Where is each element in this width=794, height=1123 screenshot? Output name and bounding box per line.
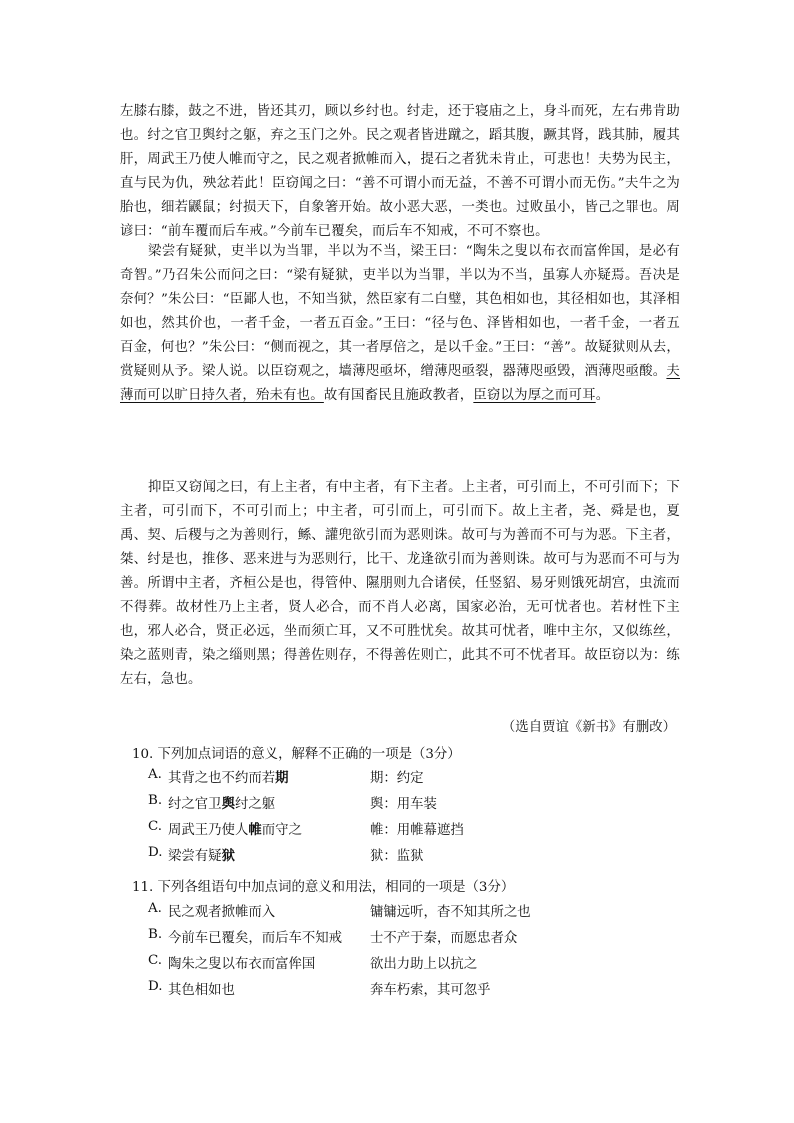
passage-paragraph-3: 抑臣又窃闻之曰，有上主者，有中主者，有下主者。上主者，可引而上，不可引而下；下主者，可引而下，不可引而上；中主者，可引而上，可引而下。故上主者，尧、舜是也，夏禹、契、后稷与之为善则行，鲧、讙兜欲引而为恶则诛。故可与为善而不可与为恶。下主者，桀、纣是也，推侈、恶来进与为恶则行，比干、龙逢欲引而为善则诛。故可与为恶而不可与为善。所谓中主者，齐桓公是也，得管仲、隰朋则九合诸侯，任竖貂、易牙则饿死胡宫，虫流而不得葬。故材性乃上主者，贤人必合，而不肖人必离，国家必治，无可忧者也。若材性下主也，邪人必合，贤正必远，坐而须亡耳，又不可胜忧矣。故其可忧者，唯中主尔，又似练丝，染之蓝则青，染之缁则黑；得善佐则存，不得善佐则亡，此其不可不忧者耳。故臣窃以为：练左右，急也。 <box>120 480 680 687</box>
option-text: 今前车已覆矣，而后车不知戒 <box>168 931 343 946</box>
paragraph-2-end: 。 <box>595 388 610 403</box>
dotted-word: 帷 <box>248 822 262 838</box>
option-answer: 欲出力助上以抗之 <box>370 957 478 972</box>
question-10-option-b <box>148 793 708 817</box>
underlined-sentence-2: 臣窃以为厚之而可耳 <box>473 388 596 403</box>
question-10-option-a <box>148 767 708 791</box>
option-label: A. <box>148 901 162 916</box>
option-answer: 帷：用帷幕遮挡 <box>370 823 464 838</box>
option-text: 民之观者掀帷而入 <box>168 905 276 920</box>
question-11-option-a <box>148 901 708 925</box>
dotted-word: 期 <box>275 770 289 786</box>
option-answer: 奔车朽索，其可忽乎 <box>370 983 491 998</box>
paragraph-2-middle: 故有国畜民且施政教者， <box>323 388 474 403</box>
question-11-option-d <box>148 979 708 1003</box>
option-answer: 舆：用车装 <box>370 797 437 812</box>
passage-paragraph-2 <box>120 240 680 408</box>
option-text: 其背之也不约而若期 <box>168 770 289 786</box>
option-answer: 士不产于秦，而愿忠者众 <box>370 931 518 946</box>
question-11-option-b <box>148 927 708 951</box>
paragraph-2-text: 梁尝有疑狱，吏半以为当罪，半以为不当，梁王曰：“陶朱之叟以布衣而富侔国，是必有奇智。”乃召朱公而问之曰：“梁有疑狱，吏半以为当罪，半以为不当，虽寡人亦疑焉。吾决是奈何？”朱公曰：“臣鄙人也，不知当狱，然臣家有二白璧，其色相如也，其径相如也，其泽相如也，然其价也，一者千金，一者五百金。”王曰：“径与色、泽皆相如也，一者千金，一者五百金，何也？”朱公曰：“侧而视之，其一者厚倍之，是以千金。”王曰：“善”。故疑狱则从去，赏疑则从予。梁人说。以臣窃观之，墙薄咫亟坏，缯薄咫亟裂，器薄咫亟毁，酒薄咫亟酸。 <box>120 244 680 379</box>
option-label: B. <box>148 793 163 808</box>
option-answer: 镛镛远听，杳不知其所之也 <box>370 905 531 920</box>
question-11-option-c <box>148 953 708 977</box>
option-label: C. <box>148 953 163 968</box>
option-answer: 期：约定 <box>370 771 424 786</box>
option-text: 周武王乃使人帷而守之 <box>168 822 302 838</box>
option-label: D. <box>148 845 163 860</box>
dotted-word: 狱 <box>221 848 235 864</box>
source-citation: （选自贾谊《新书》有删改） <box>501 720 676 735</box>
option-text: 其色相如也 <box>168 983 235 998</box>
question-11-stem: 11. 下列各组语句中加点词的意义和用法，相同的一项是（3分） <box>132 880 515 895</box>
question-10-stem: 10. 下列加点词语的意义，解释不正确的一项是（3分） <box>132 747 461 762</box>
underlined-sentence-1: 夫薄而可以旷日持久者，殆未有也。 <box>120 364 680 403</box>
passage-paragraph-1: 左膝右膝，鼓之不进，皆还其刃，顾以乡纣也。纣走，还于寝庙之上，身斗而死，左右弗肯助也。纣之官卫舆纣之躯，弃之玉门之外。民之观者皆进蹴之，蹈其腹，蹶其肾，践其肺，履其肝，周武王乃使人帷而守之，民之观者掀帷而入，提石之者犹未肯止，可悲也！夫势为民主，直与民为仇，殃忿若此！臣窃闻之曰：“善不可谓小而无益，不善不可谓小而无伤。”夫牛之为胎也，细若鼷鼠；纣损天下，自象箸开始。故小恶大恶，一类也。过败虽小，皆己之罪也。周谚曰：“前车覆而后车戒。”今前车已覆矣，而后车不知戒，不可不察也。 <box>120 104 680 239</box>
option-text: 梁尝有疑狱 <box>168 848 235 864</box>
dotted-word: 舆 <box>221 796 235 812</box>
option-label: C. <box>148 819 163 834</box>
option-label: A. <box>148 767 162 782</box>
option-label: D. <box>148 979 163 994</box>
option-answer: 狱：监狱 <box>370 849 424 864</box>
option-label: B. <box>148 927 163 942</box>
option-text: 纣之官卫舆纣之躯 <box>168 796 276 812</box>
question-10-option-d <box>148 845 708 869</box>
option-text: 陶朱之叟以布衣而富侔国 <box>168 957 316 972</box>
question-10-option-c <box>148 819 708 843</box>
